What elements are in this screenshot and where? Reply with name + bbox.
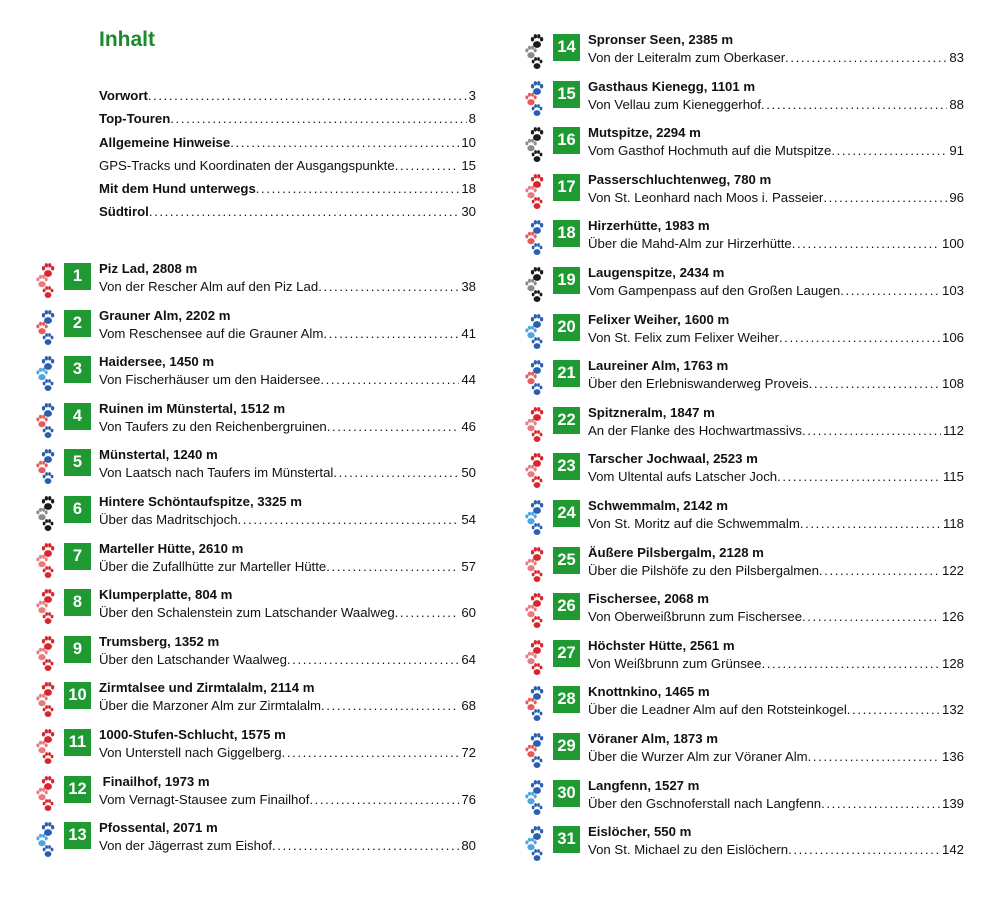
- tour-name: Finailhof, 1973 m: [99, 773, 210, 789]
- paw-redblue-icon: [33, 401, 57, 441]
- tour-entry[interactable]: [522, 403, 964, 447]
- tour-subline: [588, 189, 964, 207]
- tour-entry[interactable]: [522, 77, 964, 121]
- tour-subline: [588, 562, 964, 580]
- tour-entry[interactable]: [33, 678, 476, 722]
- tour-subline: [99, 278, 476, 296]
- tour-entry[interactable]: [522, 449, 964, 493]
- tour-description: Von St. Leonhard nach Moos i. Passeier: [588, 189, 824, 205]
- dot-leader: [761, 96, 947, 114]
- tour-entry[interactable]: [33, 818, 476, 862]
- tour-page: 115: [942, 469, 964, 485]
- dot-leader: [808, 748, 940, 766]
- dot-leader: [238, 511, 460, 529]
- tour-number-badge: 7: [64, 543, 91, 570]
- dot-leader: [819, 562, 940, 580]
- dot-leader: [800, 515, 941, 533]
- tour-number-badge: 12: [64, 776, 91, 803]
- dot-leader: [149, 200, 460, 223]
- tour-description: An der Flanke des Hochwartmassivs: [588, 422, 803, 438]
- dot-leader: [323, 325, 459, 343]
- tour-entry[interactable]: [33, 725, 476, 769]
- paw-red-icon: [33, 541, 57, 581]
- tour-name: Gasthaus Kienegg, 1101 m: [588, 78, 756, 94]
- tour-description: Über die Zufallhütte zur Marteller Hütte: [99, 558, 327, 574]
- dot-leader: [792, 235, 940, 253]
- tour-name: Laugenspitze, 2434 m: [588, 265, 725, 280]
- tour-name: Piz Lad, 2808 m: [99, 261, 198, 276]
- toc-entry-label: Allgemeine Hinweise: [99, 134, 231, 150]
- paw-blue-icon: [522, 824, 546, 864]
- tour-description: Von St. Moritz auf die Schwemmalm: [588, 516, 800, 531]
- tour-subline: [99, 558, 476, 576]
- tour-subline: [588, 329, 964, 347]
- tour-name: Trumsberg, 1352 m: [99, 633, 220, 649]
- tour-name: Pfossental, 2071 m: [99, 820, 218, 836]
- tour-entry[interactable]: [33, 492, 476, 536]
- tour-page: 76: [461, 791, 476, 807]
- tour-description: Von St. Felix zum Felixer Weiher: [588, 329, 780, 345]
- dot-leader: [840, 282, 940, 300]
- tour-subline: [588, 96, 964, 114]
- tour-subline: [588, 608, 964, 626]
- dot-leader: [272, 837, 459, 855]
- tour-page: 136: [941, 749, 964, 764]
- tour-name: Knottnkino, 1465 m: [588, 684, 710, 700]
- tour-name: Eislöcher, 550 m: [588, 824, 692, 840]
- tour-page: 57: [461, 558, 476, 574]
- tour-page: 44: [461, 372, 476, 388]
- tour-subline: [588, 422, 964, 440]
- paw-black-icon: [522, 265, 546, 305]
- toc-entry-page: 18: [461, 181, 476, 197]
- tour-subline: [588, 142, 964, 160]
- dot-leader: [326, 558, 459, 576]
- tour-name: Hirzerhütte, 1983 m: [588, 218, 710, 234]
- tour-entry[interactable]: [522, 682, 964, 726]
- dot-leader: [847, 701, 940, 719]
- tour-description: Von Unterstell nach Giggelberg: [99, 745, 282, 760]
- dot-leader: [318, 278, 459, 296]
- paw-blue-icon: [522, 498, 546, 538]
- tour-name: Klumperplatte, 804 m: [99, 587, 233, 603]
- dot-leader: [779, 329, 940, 347]
- tour-subline: [99, 418, 476, 436]
- dot-leader: [761, 655, 940, 673]
- paw-blue-icon: [33, 820, 57, 860]
- tour-subline: [588, 748, 964, 766]
- tour-entry[interactable]: [522, 589, 964, 633]
- tour-subline: [99, 464, 476, 482]
- tour-name: Zirmtalsee und Zirmtalalm, 2114 m: [99, 680, 315, 696]
- tour-name: Felixer Weiher, 1600 m: [588, 311, 730, 327]
- toc-entry-label: Vorwort: [99, 88, 148, 103]
- tour-name: Mutspitze, 2294 m: [588, 125, 701, 141]
- toc-entry-label: Südtirol: [99, 204, 149, 220]
- tour-subline: [588, 235, 964, 253]
- tour-description: Über den Gschnoferstall nach Langfenn: [588, 795, 822, 811]
- tour-description: Über die Mahd-Alm zur Hirzerhütte: [588, 236, 792, 252]
- tour-number-badge: 16: [553, 127, 580, 154]
- tour-entry[interactable]: [522, 776, 964, 820]
- tour-number-badge: 26: [553, 593, 580, 620]
- paw-redblue-icon: [522, 218, 546, 258]
- tour-page: 41: [461, 325, 476, 341]
- tour-entry[interactable]: [522, 496, 964, 540]
- dot-leader: [395, 604, 460, 622]
- dot-leader: [809, 375, 940, 393]
- tour-description: Von Vellau zum Kieneggerhof: [588, 96, 762, 112]
- paw-black-icon: [522, 32, 546, 72]
- tour-subline: [99, 697, 476, 715]
- tour-subline: [588, 701, 964, 719]
- tour-entry[interactable]: [33, 399, 476, 443]
- tour-name: Äußere Pilsbergalm, 2128 m: [588, 544, 764, 560]
- dot-leader: [333, 464, 459, 482]
- tour-entry[interactable]: [522, 216, 964, 260]
- dot-leader: [785, 49, 947, 67]
- tour-page: 60: [461, 605, 476, 621]
- dot-leader: [320, 371, 459, 389]
- tour-subline: [99, 325, 476, 343]
- paw-blue-icon: [33, 354, 57, 394]
- tour-page: 96: [949, 189, 964, 205]
- tour-subline: [99, 791, 476, 809]
- dot-leader: [148, 84, 467, 107]
- paw-red-icon: [33, 587, 57, 627]
- paw-redblue-icon: [522, 358, 546, 398]
- paw-redblue-icon: [522, 684, 546, 724]
- tour-page: 91: [949, 143, 964, 159]
- tour-entry[interactable]: [33, 632, 476, 676]
- tour-number-badge: 3: [64, 356, 91, 383]
- tour-description: Vom Ultental aufs Latscher Joch: [588, 469, 778, 485]
- tour-description: Über den Erlebniswanderweg Proveis: [588, 376, 809, 392]
- tour-number-badge: 21: [553, 360, 580, 387]
- tour-name: Hintere Schöntaufspitze, 3325 m: [99, 494, 302, 509]
- tour-description: Von Taufers zu den Reichenbergruinen: [99, 418, 327, 434]
- tour-page: 139: [941, 795, 964, 811]
- tour-entry[interactable]: [522, 123, 964, 167]
- tour-number-badge: 31: [553, 826, 580, 853]
- tour-name: Tarscher Jochwaal, 2523 m: [588, 451, 758, 467]
- tour-number-badge: 20: [553, 314, 580, 341]
- toc-entry[interactable]: [99, 131, 476, 154]
- tour-subline: [588, 655, 964, 673]
- tour-description: Von Laatsch nach Taufers im Münstertal: [99, 465, 334, 481]
- tour-number-badge: 5: [64, 449, 91, 476]
- tour-page: 122: [941, 562, 964, 578]
- tour-page: 128: [941, 655, 964, 671]
- toc-entry[interactable]: [99, 107, 476, 130]
- dot-leader: [287, 651, 459, 669]
- tour-number-badge: 14: [553, 34, 580, 61]
- tour-subline: [588, 468, 964, 486]
- tour-description: Über den Latschander Waalweg: [99, 651, 287, 667]
- tour-description: Vom Gampenpass auf den Großen Laugen: [588, 283, 841, 298]
- tour-page: 108: [941, 376, 964, 392]
- paw-redblue-icon: [33, 308, 57, 348]
- tour-page: 126: [941, 609, 964, 625]
- tour-page: 72: [461, 745, 476, 760]
- tour-page: 83: [949, 50, 964, 65]
- tour-page: 80: [461, 838, 476, 854]
- tour-description: Über die Marzoner Alm zur Zirmtalalm: [99, 698, 322, 714]
- tour-number-badge: 25: [553, 547, 580, 574]
- tour-description: Vom Vernagt-Stausee zum Finailhof: [99, 791, 310, 807]
- paw-red-icon: [33, 680, 57, 720]
- tour-number-badge: 22: [553, 407, 580, 434]
- tour-description: Von St. Michael zu den Eislöchern: [588, 842, 789, 858]
- paw-red-icon: [522, 405, 546, 445]
- tour-entry[interactable]: [522, 822, 964, 866]
- tour-name: Spronser Seen, 2385 m: [588, 32, 734, 47]
- tour-description: Über das Madritschjoch: [99, 512, 238, 527]
- toc-entry-label: GPS-Tracks und Koordinaten der Ausgangspunkte: [99, 157, 395, 173]
- toc-entry[interactable]: [99, 154, 476, 177]
- paw-red-icon: [33, 774, 57, 814]
- tour-subline: [99, 837, 476, 855]
- tour-name: 1000-Stufen-Schlucht, 1575 m: [99, 727, 286, 742]
- toc-entry[interactable]: [99, 177, 476, 200]
- paw-red-icon: [522, 451, 546, 491]
- tour-description: Über die Leadner Alm auf den Rotsteinkogel: [588, 702, 847, 718]
- tour-description: Von Weißbrunn zum Grünsee: [588, 655, 762, 671]
- tour-page: 118: [942, 516, 964, 531]
- tour-name: Schwemmalm, 2142 m: [588, 498, 729, 513]
- tour-description: Von der Leiteralm zum Oberkaser: [588, 50, 786, 65]
- tour-page: 64: [461, 651, 476, 667]
- toc-entry[interactable]: [99, 200, 476, 223]
- tour-name: Grauner Alm, 2202 m: [99, 307, 231, 323]
- tour-description: Vom Reschensee auf die Grauner Alm: [99, 325, 324, 341]
- tour-number-badge: 10: [64, 682, 91, 709]
- paw-red-icon: [33, 261, 57, 301]
- tour-number-badge: 18: [553, 220, 580, 247]
- tour-name: Vöraner Alm, 1873 m: [588, 731, 718, 746]
- paw-blue-icon: [522, 778, 546, 818]
- tour-name: Höchster Hütte, 2561 m: [588, 637, 735, 653]
- tour-subline: [588, 515, 964, 533]
- tour-subline: [99, 511, 476, 529]
- dot-leader: [309, 791, 459, 809]
- paw-redblue-icon: [33, 447, 57, 487]
- tour-description: Von der Rescher Alm auf den Piz Lad: [99, 279, 319, 294]
- dot-leader: [327, 418, 460, 436]
- tour-number-badge: 2: [64, 310, 91, 337]
- tour-description: Über die Wurzer Alm zur Vöraner Alm: [588, 749, 808, 764]
- tour-name: Ruinen im Münstertal, 1512 m: [99, 400, 286, 416]
- tour-name: Passerschluchtenweg, 780 m: [588, 171, 772, 187]
- tour-entry[interactable]: [522, 543, 964, 587]
- tour-name: Münstertal, 1240 m: [99, 447, 218, 463]
- tour-number-badge: 1: [64, 263, 91, 290]
- tour-entry[interactable]: [33, 445, 476, 489]
- dot-leader: [170, 107, 466, 130]
- toc-entry-page: 30: [461, 204, 476, 220]
- dot-leader: [821, 795, 940, 813]
- tour-description: Über die Pilshöfe zu den Pilsbergalmen: [588, 562, 819, 578]
- toc-entry[interactable]: [99, 84, 476, 107]
- tour-number-badge: 6: [64, 496, 91, 523]
- tour-page: 112: [942, 422, 964, 438]
- dot-leader: [802, 608, 940, 626]
- tour-page: 68: [461, 698, 476, 714]
- tour-entry[interactable]: [33, 772, 476, 816]
- tour-description: Von Oberweißbrunn zum Fischersee: [588, 609, 803, 625]
- tour-number-badge: 4: [64, 403, 91, 430]
- dot-leader: [823, 189, 947, 207]
- tour-entry[interactable]: [522, 310, 964, 354]
- tour-description: Über den Schalenstein zum Latschander Waalweg: [99, 605, 395, 621]
- dot-leader: [256, 177, 460, 200]
- tour-page: 88: [949, 96, 964, 112]
- dot-leader: [788, 841, 940, 859]
- dot-leader: [395, 154, 460, 177]
- paw-red-icon: [522, 638, 546, 678]
- tour-number-badge: 13: [64, 822, 91, 849]
- tour-name: Marteller Hütte, 2610 m: [99, 540, 244, 556]
- paw-black-icon: [33, 494, 57, 534]
- dot-leader: [321, 697, 459, 715]
- tour-entry[interactable]: [522, 729, 964, 773]
- tour-entry[interactable]: [522, 636, 964, 680]
- tour-number-badge: 19: [553, 267, 580, 294]
- toc-entry-page: 8: [468, 111, 476, 127]
- paw-redblue-icon: [522, 731, 546, 771]
- tour-subline: [99, 604, 476, 622]
- tour-name: Haidersee, 1450 m: [99, 354, 215, 370]
- tour-description: Von Fischerhäuser um den Haidersee: [99, 372, 321, 388]
- tour-number-badge: 29: [553, 733, 580, 760]
- tour-subline: [99, 651, 476, 669]
- toc-entry-label: Top-Touren: [99, 111, 171, 127]
- dot-leader: [802, 422, 941, 440]
- tour-page: 50: [461, 465, 476, 481]
- paw-black-icon: [522, 125, 546, 165]
- dot-leader: [282, 744, 460, 762]
- tour-page: 132: [941, 702, 964, 718]
- tour-number-badge: 24: [553, 500, 580, 527]
- tour-subline: [588, 795, 964, 813]
- tour-entry[interactable]: [522, 170, 964, 214]
- dot-leader: [831, 142, 947, 160]
- tour-page: 38: [461, 279, 476, 294]
- tour-entry[interactable]: [522, 263, 964, 307]
- tour-number-badge: 8: [64, 589, 91, 616]
- paw-red-icon: [522, 591, 546, 631]
- tour-page: 46: [461, 418, 476, 434]
- tour-subline: [588, 282, 964, 300]
- tour-entry[interactable]: [522, 30, 964, 74]
- tour-number-badge: 9: [64, 636, 91, 663]
- tour-entry[interactable]: [33, 539, 476, 583]
- paw-redblue-icon: [522, 79, 546, 119]
- paw-red-icon: [522, 545, 546, 585]
- tour-subline: [588, 841, 964, 859]
- tour-number-badge: 11: [64, 729, 91, 756]
- paw-red-icon: [33, 727, 57, 767]
- tour-entry[interactable]: [33, 306, 476, 350]
- tour-description: Von der Jägerrast zum Eishof: [99, 838, 272, 854]
- tour-page: 103: [941, 283, 964, 298]
- paw-blue-icon: [522, 312, 546, 352]
- toc-entry-page: 3: [468, 88, 476, 103]
- front-matter-list: [99, 84, 476, 224]
- toc-entry-page: 15: [461, 157, 476, 173]
- tour-subline: [99, 371, 476, 389]
- tour-number-badge: 30: [553, 780, 580, 807]
- tour-description: Vom Gasthof Hochmuth auf die Mutspitze: [588, 143, 832, 159]
- tour-entry[interactable]: [33, 352, 476, 396]
- dot-leader: [230, 131, 459, 154]
- tour-entry[interactable]: [33, 259, 476, 303]
- tour-page: 54: [461, 512, 476, 527]
- tour-number-badge: 15: [553, 81, 580, 108]
- tour-page: 142: [941, 842, 964, 858]
- tour-number-badge: 27: [553, 640, 580, 667]
- tour-name: Spitzneralm, 1847 m: [588, 404, 715, 420]
- tour-entry[interactable]: [522, 356, 964, 400]
- tour-entry[interactable]: [33, 585, 476, 629]
- tour-page: 100: [941, 236, 964, 252]
- tour-number-badge: 23: [553, 453, 580, 480]
- tour-subline: [588, 49, 964, 67]
- tour-subline: [99, 744, 476, 762]
- tour-name: Langfenn, 1527 m: [588, 777, 700, 793]
- toc-entry-label: Mit dem Hund unterwegs: [99, 181, 256, 197]
- tour-page: 106: [941, 329, 964, 345]
- tour-name: Laureiner Alm, 1763 m: [588, 358, 729, 374]
- tour-number-badge: 28: [553, 686, 580, 713]
- paw-red-icon: [33, 634, 57, 674]
- tour-subline: [588, 375, 964, 393]
- toc-entry-page: 10: [461, 134, 476, 150]
- paw-red-icon: [522, 172, 546, 212]
- page-title: Inhalt: [99, 28, 155, 51]
- tour-name: Fischersee, 2068 m: [588, 591, 709, 607]
- dot-leader: [777, 468, 941, 486]
- tour-number-badge: 17: [553, 174, 580, 201]
